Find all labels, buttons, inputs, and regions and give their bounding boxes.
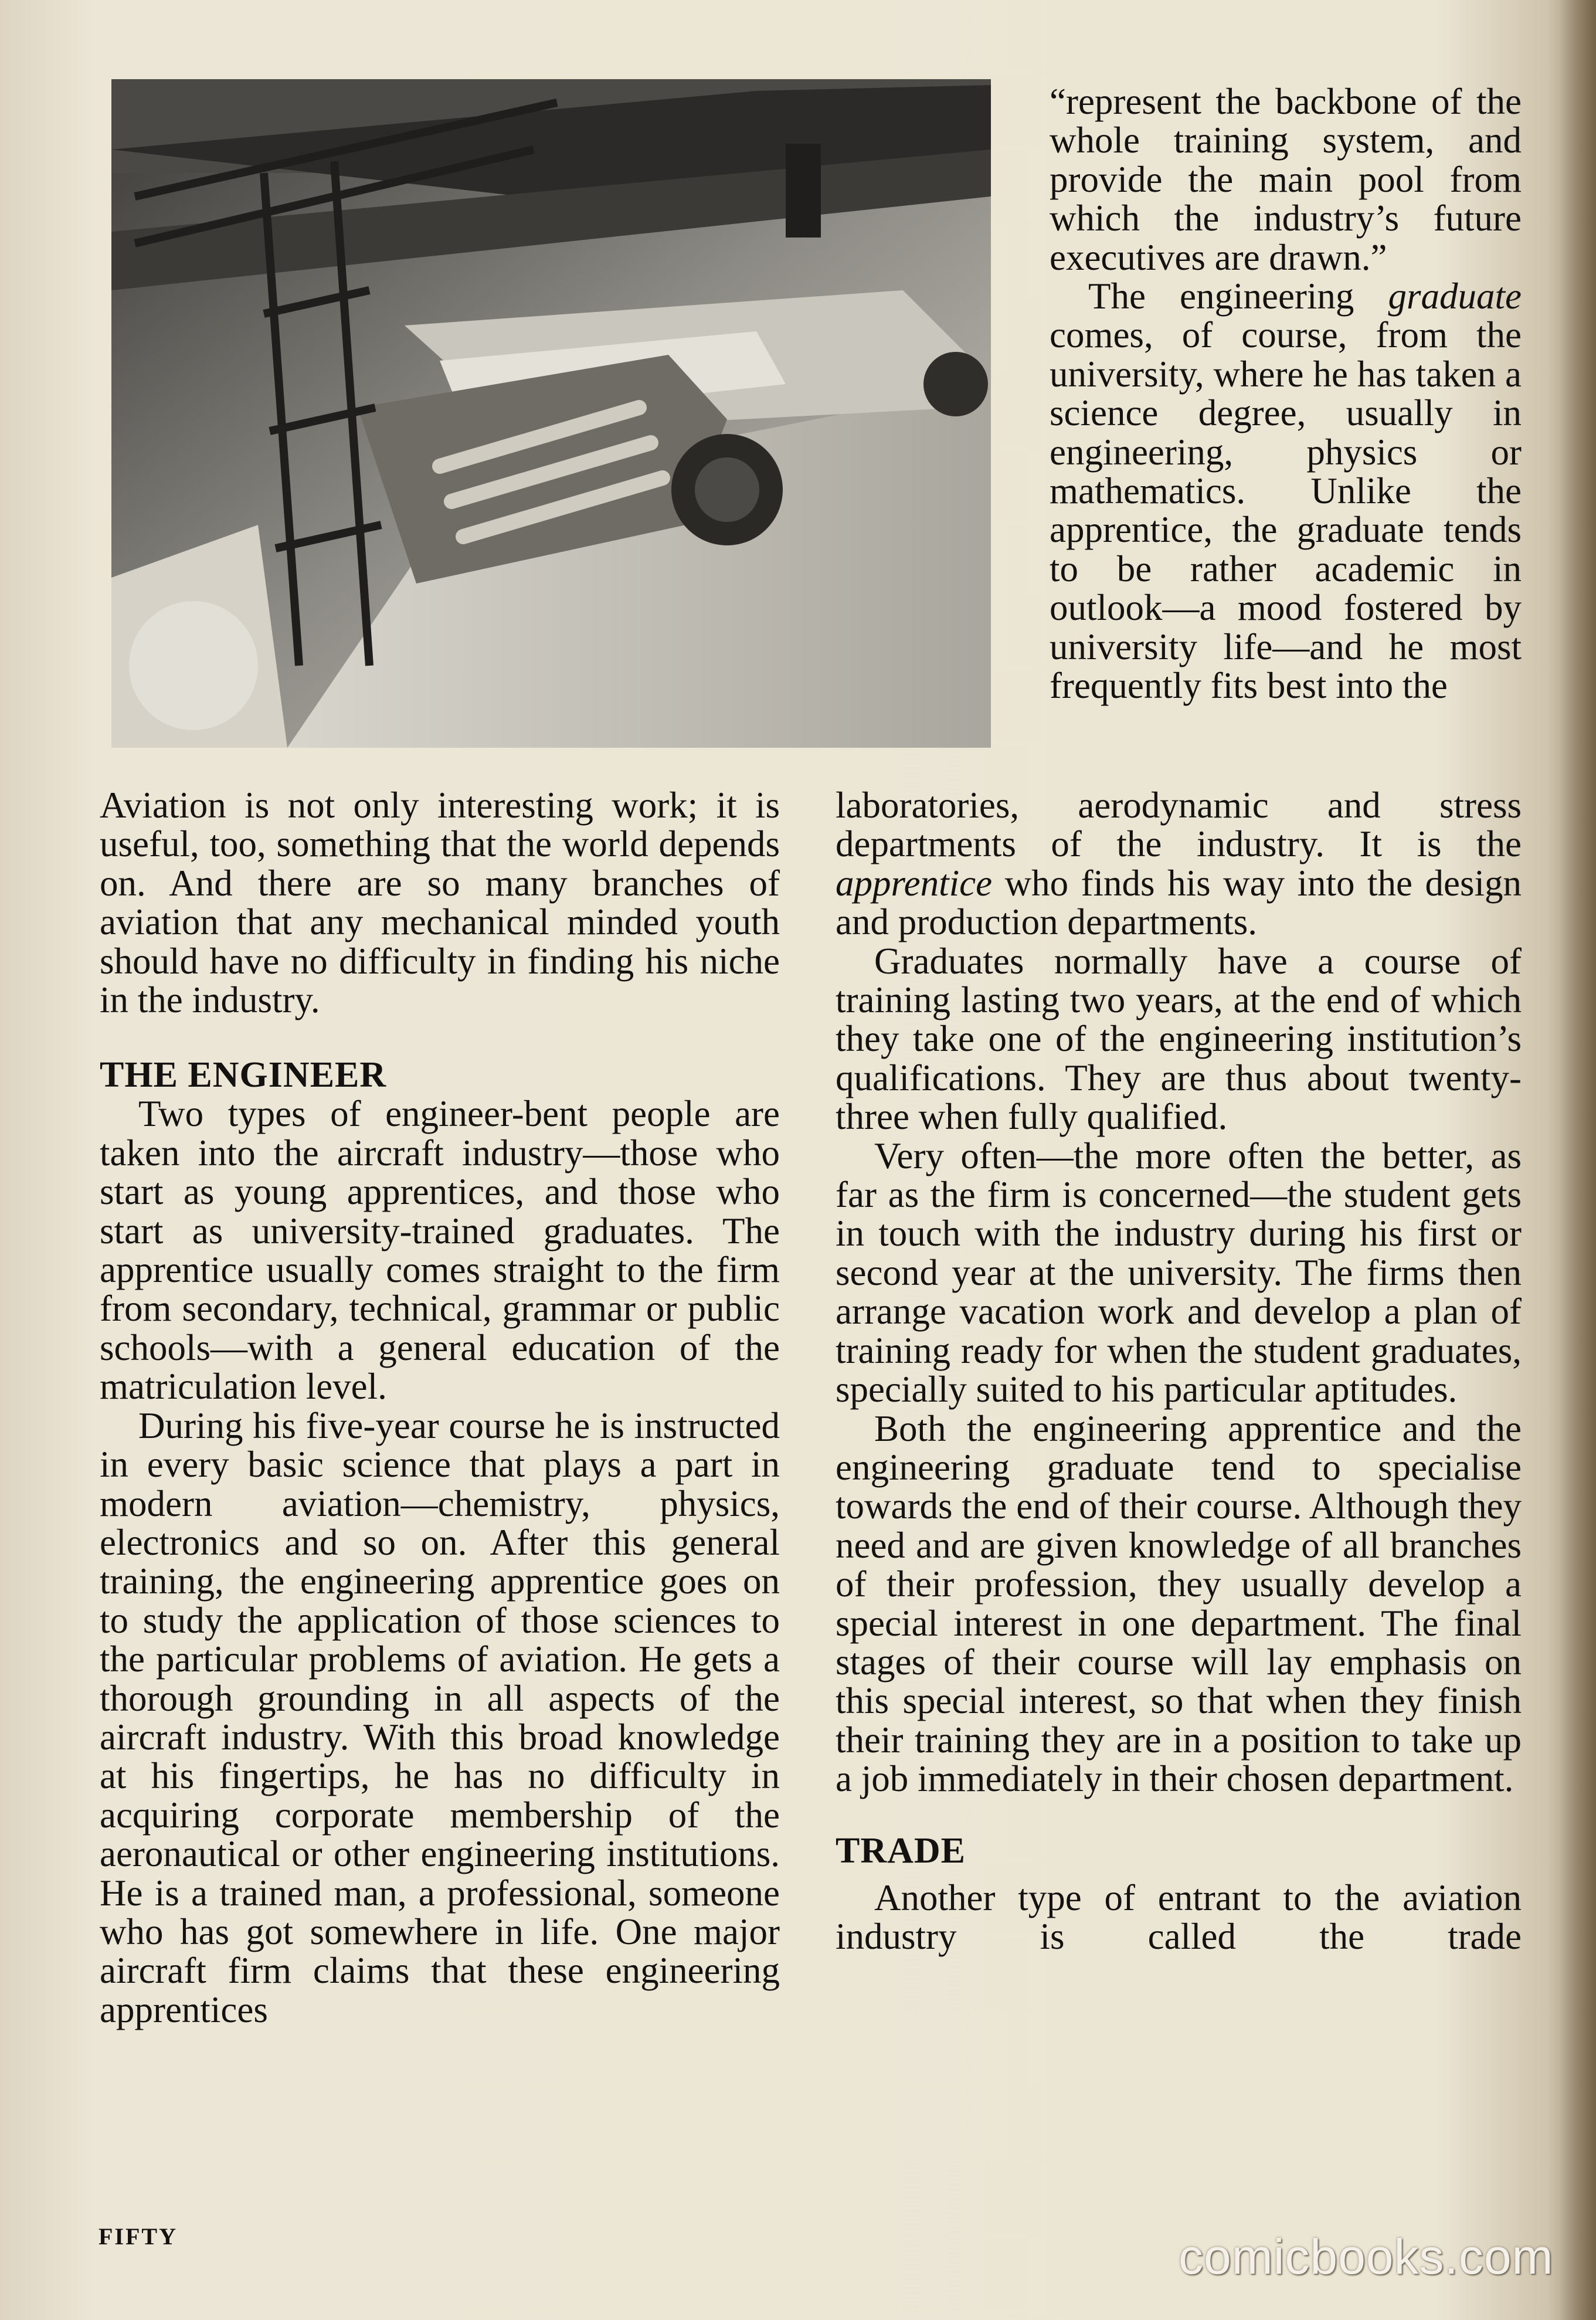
page-number: FIFTY <box>99 2223 178 2250</box>
trade-paragraph: Another type of entrant to the aviation industry is called the trade <box>836 1877 1522 1957</box>
text-run: comes, of course, from the university, where he has taken a science degree, usually in engineering, physics or mathematics. Unlike the apprentice, the graduate tends to be rather academic in outlook—a mood fostered by university life—and he most frequently fits best into the <box>1050 314 1522 707</box>
vacation-work-paragraph: Very often—the more often the better, as far as the firm is concerned—the student gets in touch with the industry during his first or second year at the university. The firms then arrange vacation work and develop a plan of training ready for when the student graduates, specially suited to his particular aptitudes. <box>836 1135 1522 1410</box>
photo-illustration <box>111 79 991 748</box>
column-left <box>100 786 780 2029</box>
graduates-training-paragraph: Graduates normally have a course of training lasting two years, at the end of which they take one of the engineering institution’s qualifications. They are thus about twenty-three when fully qualified. <box>836 940 1522 1138</box>
column-right-top <box>1050 82 1522 706</box>
aircraft-engine-photo <box>111 79 991 748</box>
italic-term-apprentice: apprentice <box>836 862 993 904</box>
page-edge-shadow <box>1561 0 1596 2320</box>
watermark: comicbooks.com <box>1179 2229 1554 2284</box>
course-paragraph: During his five-year course he is instructed in every basic science that plays a part in modern aviation—chemistry, physics, electronics and so on. After this general training, the engineering apprentice goes on to study the application of those sciences to the particular problems of aviation. He gets a thorough grounding in all aspects of the aircraft industry. With this broad knowledge at his fingertips, he has no difficulty in acquiring corporate membership of the aeronautical or other engineering institutions. He is a trained man, a professional, someone who has got somewhere in life. One major aircraft firm claims that these engineering apprentices <box>100 1405 780 2030</box>
specialise-paragraph: Both the engineering apprentice and the engineering graduate tend to specialise towards the end of their course. Although they need and are given knowledge of all branches of their profession, they usually develop a special interest in one department. The final stages of their course will lay emphasis on this special interest, so that when they finish their training they are in a position to take up a job immediately in their chosen department. <box>836 1407 1522 1800</box>
engineer-types-paragraph: Two types of engineer-bent people are taken into the aircraft industry—those who start as young apprentices, and those who start as university-trained graduates. The apprentice usually comes straight to the firm from secondary, technical, grammar or public schools—with a general education of the matriculation level. <box>100 1093 780 1407</box>
intro-paragraph: Aviation is not only interesting work; it is useful, too, something that the world depends on. And there are so many branches of aviation that any mechanical minded youth should have no difficulty in finding his niche in the industry. <box>100 785 780 1021</box>
italic-term-graduate: graduate <box>1388 276 1522 317</box>
departments-paragraph <box>836 786 1522 942</box>
section-heading-trade: TRADE <box>836 1830 966 1871</box>
column-right-bottom <box>836 786 1522 1956</box>
text-run: The engineering <box>1088 276 1388 317</box>
text-run: who finds his way into the design and production departments. <box>836 862 1522 943</box>
text-run: laboratories, aerodynamic and stress departments of the industry. It is the <box>836 785 1522 865</box>
quote-paragraph: “represent the backbone of the whole training system, and provide the main pool from which the industry’s future executives are drawn.” <box>1050 81 1522 278</box>
graduate-paragraph <box>1050 277 1522 705</box>
section-heading-engineer: THE ENGINEER <box>100 1055 387 1095</box>
